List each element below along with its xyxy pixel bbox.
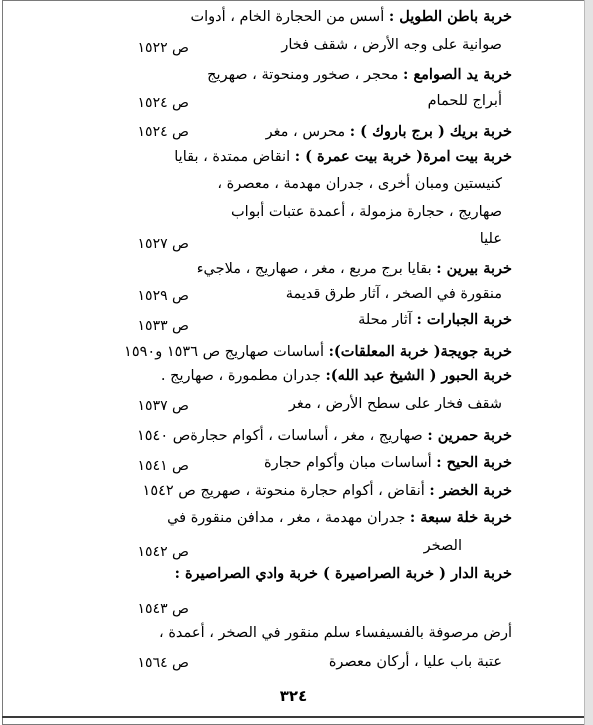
vertical-scrollbar[interactable]	[584, 0, 593, 725]
page-reference: ص ١٥٢٤	[137, 95, 189, 111]
entry-line: خربة بريك ( برج باروك ) : محرس ، مغر	[265, 123, 512, 140]
entry-line: خربة جويجة( خربة المعلقات): أساسات صهاريج ص ١٥٣٦ و١٥٩٠	[124, 343, 512, 360]
entry-line: أبراج للحمام	[427, 93, 502, 109]
entry-line: خربة الجبارات : آثار محلة	[358, 311, 512, 328]
entry-line: خربة بيت امرة( خربة بيت عمرة ) : انقاض ممتدة ، بقايا	[174, 148, 512, 165]
entry-line: خربة الدار ( خربة الصراصيرة ) خربة وادي الصراصيرة :	[174, 565, 512, 582]
page-reference: ص ١٥٢٩	[137, 288, 189, 304]
entry-line: أرض مرصوفة بالفسيفساء سلم منقور في الصخر ، أعمدة ،	[159, 625, 512, 641]
document-page	[2, 0, 585, 725]
entry-line: عليا	[479, 231, 502, 247]
page-reference: ص ١٥٢٧	[137, 236, 189, 252]
entry-line: شقف فخار على سطح الأرض ، مغر	[288, 396, 502, 412]
entry-line: عتبة باب عليا ، أركان معصرة	[328, 654, 502, 670]
entry-line: خربة بيرين : بقايا برج مربع ، مغر ، صهاريج ، ملاجيء	[196, 260, 512, 277]
entry-line: صهاريج ، حجارة مزمولة ، أعمدة عتبات أبواب	[231, 204, 502, 220]
entry-line: خربة حمرين : صهاريج ، مغر ، أساسات ، أكوام حجارةص ١٥٤٠	[136, 427, 512, 444]
page-reference: ص ١٥٣٧	[137, 398, 189, 414]
page-reference: ص ١٥٤٢	[137, 544, 189, 560]
entry-line: خربة الخضر : أنقاض ، أكوام حجارة منحوتة ، صهريج ص ١٥٤٢	[142, 482, 512, 499]
entry-line: خربة الحيح : أساسات مبان وأكوام حجارة	[264, 454, 512, 471]
entry-line: خربة خلة سبعة : جدران مهدمة ، مغر ، مدافن منقورة في	[167, 509, 512, 526]
page-reference: ص ١٥٤١	[137, 458, 189, 474]
page-reference: ص ١٥٦٤	[137, 655, 189, 671]
page-number: ٣٢٤	[279, 687, 308, 705]
page-reference: ص ١٥٢٤	[137, 124, 189, 140]
entry-line: خربة باطن الطويل : أسس من الحجارة الخام ، أدوات	[190, 8, 512, 25]
entry-line: صوانية على وجه الأرض ، شقف فخار	[281, 37, 502, 53]
bottom-divider	[2, 716, 585, 718]
entry-line: الصخر	[423, 538, 462, 554]
page-reference: ص ١٥٣٣	[137, 318, 189, 334]
entry-line: منقورة في الصخر ، آثار طرق قديمة	[285, 286, 502, 302]
entry-line: كنيستين ومبان أخرى ، جدران مهدمة ، معصرة ،	[217, 176, 502, 192]
page-reference: ص ١٥٢٢	[137, 40, 189, 56]
page-reference: ص ١٥٤٣	[137, 601, 189, 617]
entry-line: خربة يد الصوامع : محجر ، صخور ومنحوتة ، صهريج	[207, 66, 512, 83]
entry-line: خربة الحبور ( الشيخ عبد الله): جدران مطمورة ، صهاريج .	[160, 367, 512, 384]
